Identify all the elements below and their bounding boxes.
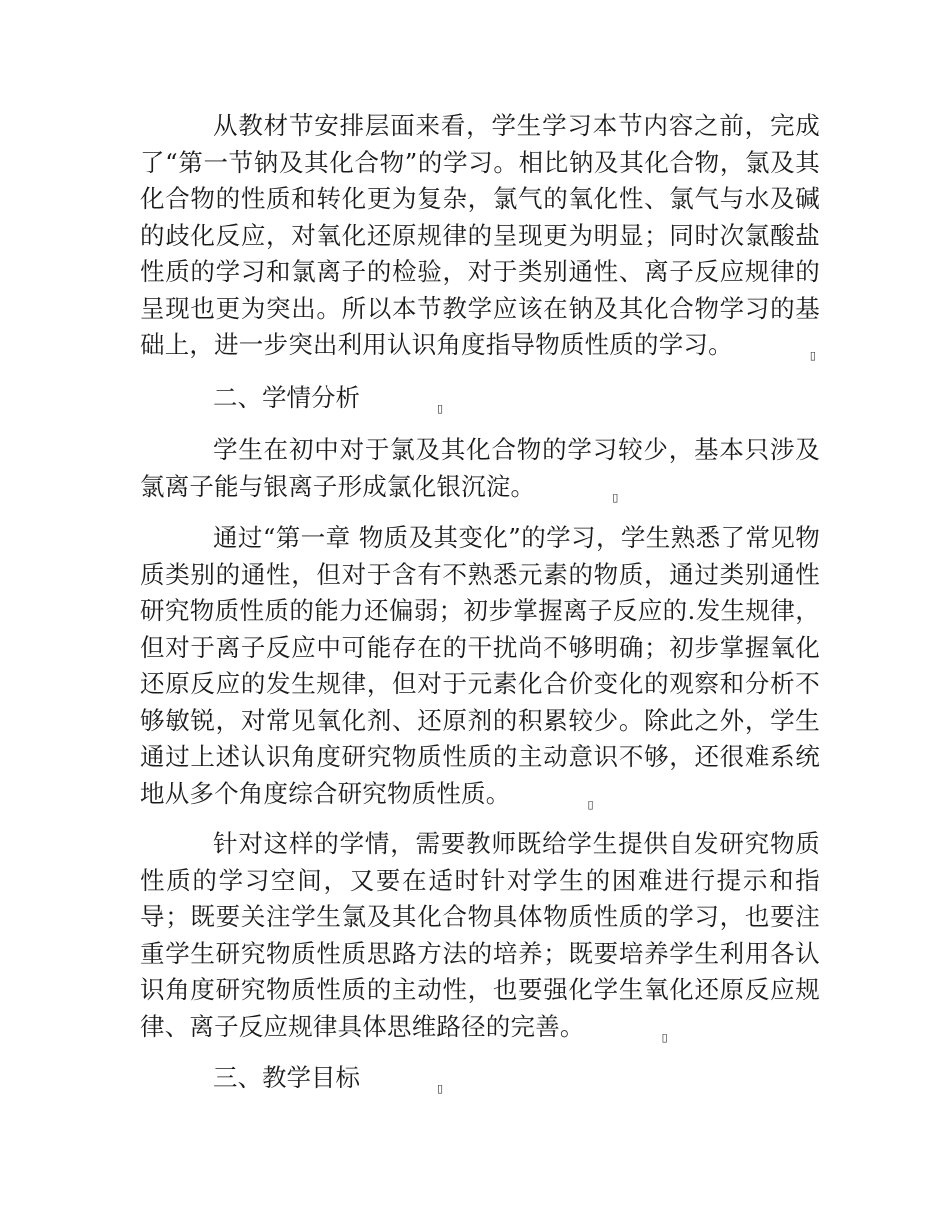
section-heading-learner-analysis	[140, 380, 820, 417]
paragraph-text: 从教材节安排层面来看，学生学习本节内容之前，完成了“第一节钠及其化合物”的学习。相比钠及其化合物，氯及其化合物的性质和转化更为复杂，氯气的氧化性、氯气与水及碱的歧化反应，对氧化还原规律的呈现更为明显；同时次氯酸盐性质的学习和氯离子的检验，对于类别通性、离子反应规律的呈现也更为突出。所以本节教学应该在钠及其化合物学习的基础上，进一步突出利用认识角度指导物质性质的学习。	[140, 111, 820, 359]
paragraph-mark-icon: ▯	[661, 1030, 668, 1044]
heading-text: 三、教学目标	[213, 1063, 360, 1092]
paragraph-mark-icon: ▯	[437, 402, 444, 415]
paragraph-mark-icon: ▯	[612, 490, 619, 504]
heading-text: 二、学情分析	[213, 383, 360, 412]
paragraph-mark-icon: ▯	[587, 797, 594, 811]
paragraph-text: 学生在初中对于氯及其化合物的学习较少，基本只涉及氯离子能与银离子形成氯化银沉淀。	[140, 435, 820, 501]
paragraph-mark-icon: ▯	[809, 349, 817, 362]
paragraph-teaching-approach	[140, 826, 820, 1045]
paragraph-text: 通过“第一章 物质及其变化”的学习，学生熟悉了常见物质类别的通性，但对于含有不熟悉元素的物质，通过类别通性研究物质性质的能力还偏弱；初步掌握离子反应的.发生规律，但对于离子反应中可能存在的干扰尚不够明确；初步掌握氧化还原反应的发生规律，但对于元素化合价变化的观察和分析不够敏锐，对常见氧化剂、还原剂的积累较少。除此之外，学生通过上述认识角度研究物质性质的主动意识不够，还很难系统地从多个角度综合研究物质性质。	[140, 523, 820, 808]
paragraph-text: 针对这样的学情，需要教师既给学生提供自发研究物质性质的学习空间，又要在适时针对学生的困难进行提示和指导；既要关注学生氯及其化合物具体物质性质的学习，也要注重学生研究物质性质思路方法的培养；既要培养学生利用各认识角度研究物质性质的主动性，也要强化学生氧化还原反应规律、离子反应规律具体思维路径的完善。	[140, 829, 820, 1041]
paragraph-chapter-one-learning	[140, 520, 820, 812]
paragraph-mark-icon: ▯	[437, 1082, 444, 1095]
section-heading-teaching-goals	[140, 1060, 820, 1097]
paragraph-prior-knowledge	[140, 432, 820, 505]
paragraph-textbook-arrangement	[140, 108, 820, 364]
